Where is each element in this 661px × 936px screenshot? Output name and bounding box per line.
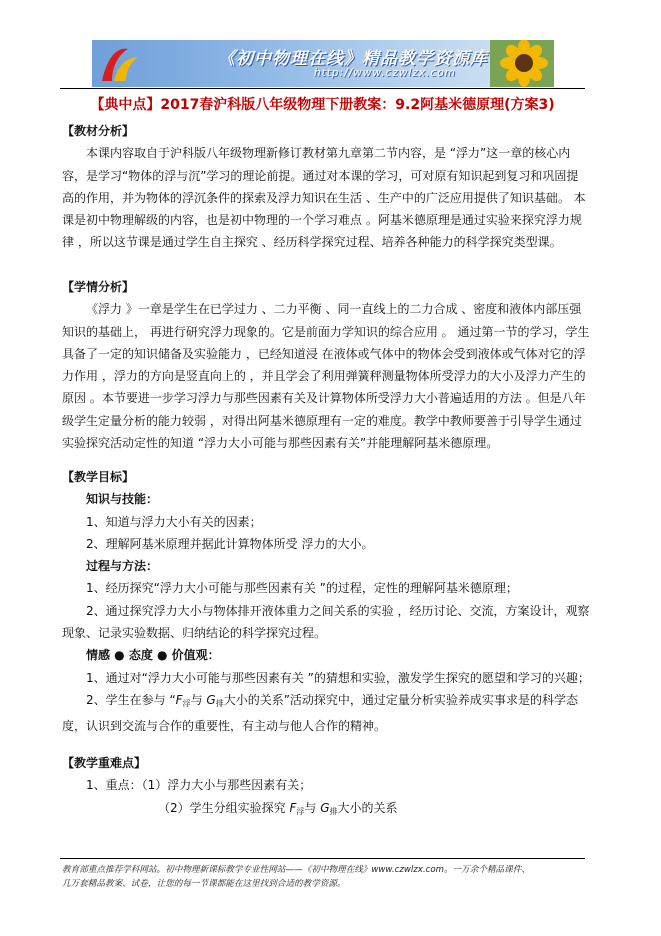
text-run: 与 <box>304 800 321 815</box>
paragraph: 本课内容取自于沪科版八年级物理新修订教材第九章第二节内容，是 “浮力”这一章的核心内容，是学习“物体的浮与沉”学习的理论前提。通过对本课的学习，可对原有知识起到复习和巩固提高的作用，并为物体的浮沉条件的探索及浮力知识在生活 、生产中的广泛应用提供了知识基础。 本课是初中物理解级的内容，也是初中物理的一个学习难点 。阿基米德原理是通过实验来探究浮力规律 ，所以这节课是通过学生自主探究 、经历科学探究过程、培养各种能力的科学探究类型课。 <box>62 146 586 250</box>
symbol-F: F <box>289 800 297 815</box>
section-heading: 【教学目标】 <box>62 470 135 484</box>
list-item: 1、重点：（1）浮力大小与那些因素有关； <box>86 778 312 793</box>
text-run: 与 <box>190 692 207 707</box>
section-heading: 【教学重难点】 <box>62 756 147 770</box>
text-run: （2）学生分组实验探究 <box>158 800 290 815</box>
symbol-G: G <box>320 800 330 815</box>
footer-rule <box>60 858 585 859</box>
symbol-G: G <box>206 692 216 707</box>
section-heading: 【学情分析】 <box>62 280 135 294</box>
banner-title: 《初中物理在线》精品教学资源库 <box>218 49 488 69</box>
list-item: 2、理解阿基米原理并据此计算物体所受 浮力的大小。 <box>86 536 374 551</box>
page-footer <box>62 863 592 891</box>
section-textbook-analysis <box>62 120 590 254</box>
section-key-points <box>62 752 590 823</box>
banner-url[interactable]: http://www.czwlzx.com <box>314 67 456 79</box>
site-logo-icon <box>98 43 142 84</box>
subscript: 浮 <box>296 806 305 816</box>
list-item <box>62 797 590 823</box>
sunflower-icon <box>490 40 554 87</box>
section-teaching-goals <box>62 466 590 738</box>
text-run: 大小的关系”活动探究中，通过定量分析实验养成实事求是的科学态度，认识到交流与合作的重要性，有主动与他人合作的精神。 <box>62 692 578 734</box>
symbol-F: F <box>175 692 183 707</box>
list-item: 2、通过探究浮力大小与物体排开液体重力之间关系的实验 ，经历讨论、交流，方案设计，观察现象、记录实验数据、归纳结论的科学探究过程。 <box>62 603 590 641</box>
section-student-analysis <box>62 276 590 454</box>
list-item: 1、经历探究“浮力大小可能与那些因素有关 ”的过程，定性的理解阿基米德原理； <box>86 581 518 596</box>
header-rule <box>60 88 585 89</box>
subscript: 排 <box>215 698 224 708</box>
header-banner <box>92 40 554 87</box>
subheading-attitude: 情感 ● 态度 ● 价值观： <box>86 648 220 663</box>
footer-line: 教育部重点推荐学科网站。初中物理新课标教学专业性网站——《初中物理在线》www.czwlzx.com。一万余个精品课件、 <box>62 865 530 875</box>
paragraph: 《浮力 》一章是学生在已学过力 、二力平衡 、同一直线上的二力合成 、密度和液体内部压强知识的基础上， 再进行研究浮力现象的。它是前面力学知识的综合应用 。 通过第一节的学习，学生具备了一定的知识储备及实验能力 ，已经知道浸 在液体或气体中的物体会受到液体或气体对它的浮力作用 ，浮力的方向是竖直向上的 ，并且学会了利用弹簧秤测量物体所受浮力的大小及浮力产生的原因 。本节要进一步学习浮力与那些因素有关及计算物体所受浮力大小普遍适用的方法 。但是八年级学生定量分析的能力较弱 ，对得出阿基米德原理有一定的难度。教学中教师要善于引导学生通过实验探究活动定性的知道 “浮力大小可能与那些因素有关”并能理解阿基米德原理。 <box>62 302 590 451</box>
subheading-process: 过程与方法： <box>86 559 159 574</box>
subheading-knowledge: 知识与技能： <box>86 492 159 507</box>
list-item: 1、通过对“浮力大小可能与那些因素有关 ”的猜想和实验，激发学生探究的愿望和学习的兴趣； <box>86 670 590 685</box>
footer-line: 几万套精品教案、试卷，让您的每一节课都能在这里找到合适的教学资源。 <box>62 879 346 889</box>
document-title: 【典中点】2017春沪科版八年级物理下册教案：9.2阿基米德原理(方案3) <box>90 97 555 113</box>
text-run: 大小的关系 <box>337 800 398 815</box>
subscript: 排 <box>329 806 338 816</box>
section-heading: 【教材分析】 <box>62 124 135 138</box>
text-run: 2、学生在参与 “ <box>86 692 176 707</box>
list-item: 1、知道与浮力大小有关的因素； <box>86 514 262 529</box>
list-item <box>62 689 590 738</box>
subscript: 浮 <box>182 698 191 708</box>
